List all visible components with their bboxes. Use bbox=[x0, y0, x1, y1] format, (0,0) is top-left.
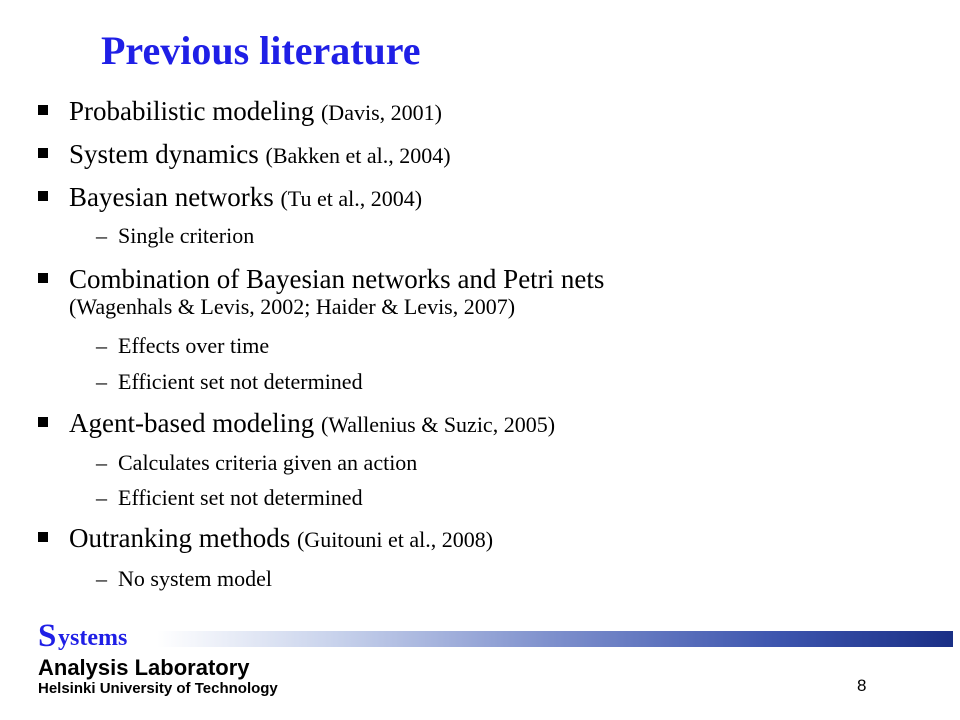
sub-item-text: Effects over time bbox=[118, 333, 270, 358]
bullet-text: Agent-based modeling bbox=[69, 408, 315, 438]
slide-title: Previous literature bbox=[101, 28, 421, 73]
citation: (Bakken et al., 2004) bbox=[265, 143, 451, 168]
page-number: 8 bbox=[857, 676, 867, 695]
dash-icon: – bbox=[96, 450, 107, 475]
slide-footer bbox=[0, 612, 960, 702]
citation: (Tu et al., 2004) bbox=[280, 186, 423, 211]
citation: (Davis, 2001) bbox=[320, 100, 442, 125]
logo-word: ystems bbox=[58, 625, 128, 651]
citation: (Wallenius & Suzic, 2005) bbox=[320, 412, 556, 437]
square-bullet-icon bbox=[38, 105, 48, 115]
square-bullet-icon bbox=[38, 148, 48, 158]
square-bullet-icon bbox=[38, 532, 48, 542]
dash-icon: – bbox=[96, 333, 107, 358]
lab-name: Analysis Laboratory bbox=[38, 655, 250, 680]
university-name: Helsinki University of Technology bbox=[38, 680, 278, 697]
bullet-text: Bayesian networks bbox=[69, 182, 274, 212]
logo-gradient-bar bbox=[157, 631, 953, 647]
logo-initial: S bbox=[38, 618, 57, 654]
square-bullet-icon bbox=[38, 191, 48, 201]
dash-icon: – bbox=[96, 485, 107, 510]
square-bullet-icon bbox=[38, 273, 48, 283]
sub-item-text: Calculates criteria given an action bbox=[118, 450, 418, 475]
bullet-text: Outranking methods bbox=[69, 523, 291, 553]
citation: (Wagenhals & Levis, 2002; Haider & Levis, 2007) bbox=[69, 294, 516, 319]
dash-icon: – bbox=[96, 566, 107, 591]
sub-item-text: Efficient set not determined bbox=[118, 369, 363, 394]
square-bullet-icon bbox=[38, 417, 48, 427]
sub-item-text: No system model bbox=[118, 566, 272, 591]
dash-icon: – bbox=[96, 369, 107, 394]
bullet-text: Probabilistic modeling bbox=[69, 96, 315, 126]
sub-item-text: Single criterion bbox=[118, 223, 255, 248]
bullet-text: Combination of Bayesian networks and Petri nets bbox=[69, 264, 605, 294]
sub-item-text: Efficient set not determined bbox=[118, 485, 363, 510]
citation: (Guitouni et al., 2008) bbox=[296, 527, 494, 552]
bullet-text: System dynamics bbox=[69, 139, 259, 169]
dash-icon: – bbox=[96, 223, 107, 248]
